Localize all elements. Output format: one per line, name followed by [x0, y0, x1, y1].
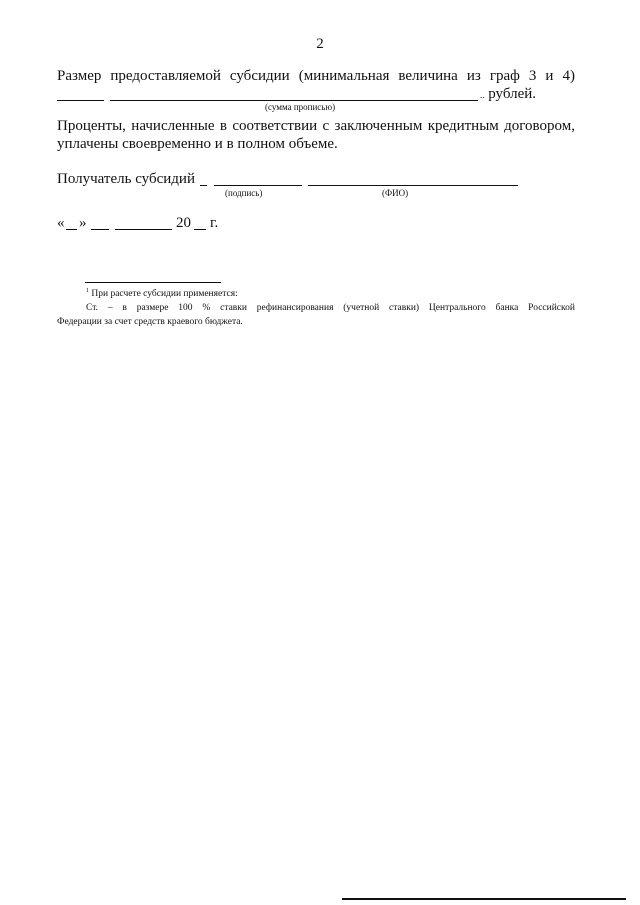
full-name-caption: (ФИО): [382, 188, 409, 198]
month-blank-short: [91, 229, 109, 230]
date-close-quote: »: [79, 215, 87, 231]
month-blank: [115, 229, 172, 230]
signature-blank: [214, 185, 302, 186]
footnote-marker: 1: [86, 288, 89, 294]
interest-line-1: Проценты, начисленные в соответствии с заключенным кредитным договором,: [57, 118, 575, 134]
bottom-rule: [342, 898, 626, 900]
full-name-blank: [308, 185, 518, 186]
page-number: 2: [316, 36, 324, 52]
footnote-separator: [85, 282, 221, 283]
recipient-label: Получатель субсидий: [57, 171, 195, 187]
day-blank: [66, 229, 77, 230]
signature-caption: (подпись): [225, 188, 263, 198]
rubles-label: .. рублей.: [480, 86, 537, 102]
year-prefix: 20: [176, 215, 191, 231]
year-suffix: г.: [210, 215, 219, 231]
amount-in-words-caption: (сумма прописью): [265, 102, 336, 112]
footnote-line-1: $^1$ При расчете субсидии применяется:: [86, 288, 238, 300]
interest-line-2: уплачены своевременно и в полном объеме.: [57, 136, 338, 152]
footnote-line-2: Ст. – в размере 100 % ставки рефинансирования (учетной ставки) Центрального банка Российской: [86, 303, 575, 313]
signature-blank-lead: [200, 185, 207, 186]
footnote-line-3: Федерации за счет средств краевого бюджета.: [57, 317, 243, 327]
subsidy-amount-blank: [110, 100, 478, 101]
year-blank: [194, 229, 206, 230]
date-open-quote: «: [57, 215, 65, 231]
subsidy-blank-short: [57, 100, 104, 101]
subsidy-size-text: Размер предоставляемой субсидии (минимальная величина из граф 3 и 4): [57, 68, 575, 84]
